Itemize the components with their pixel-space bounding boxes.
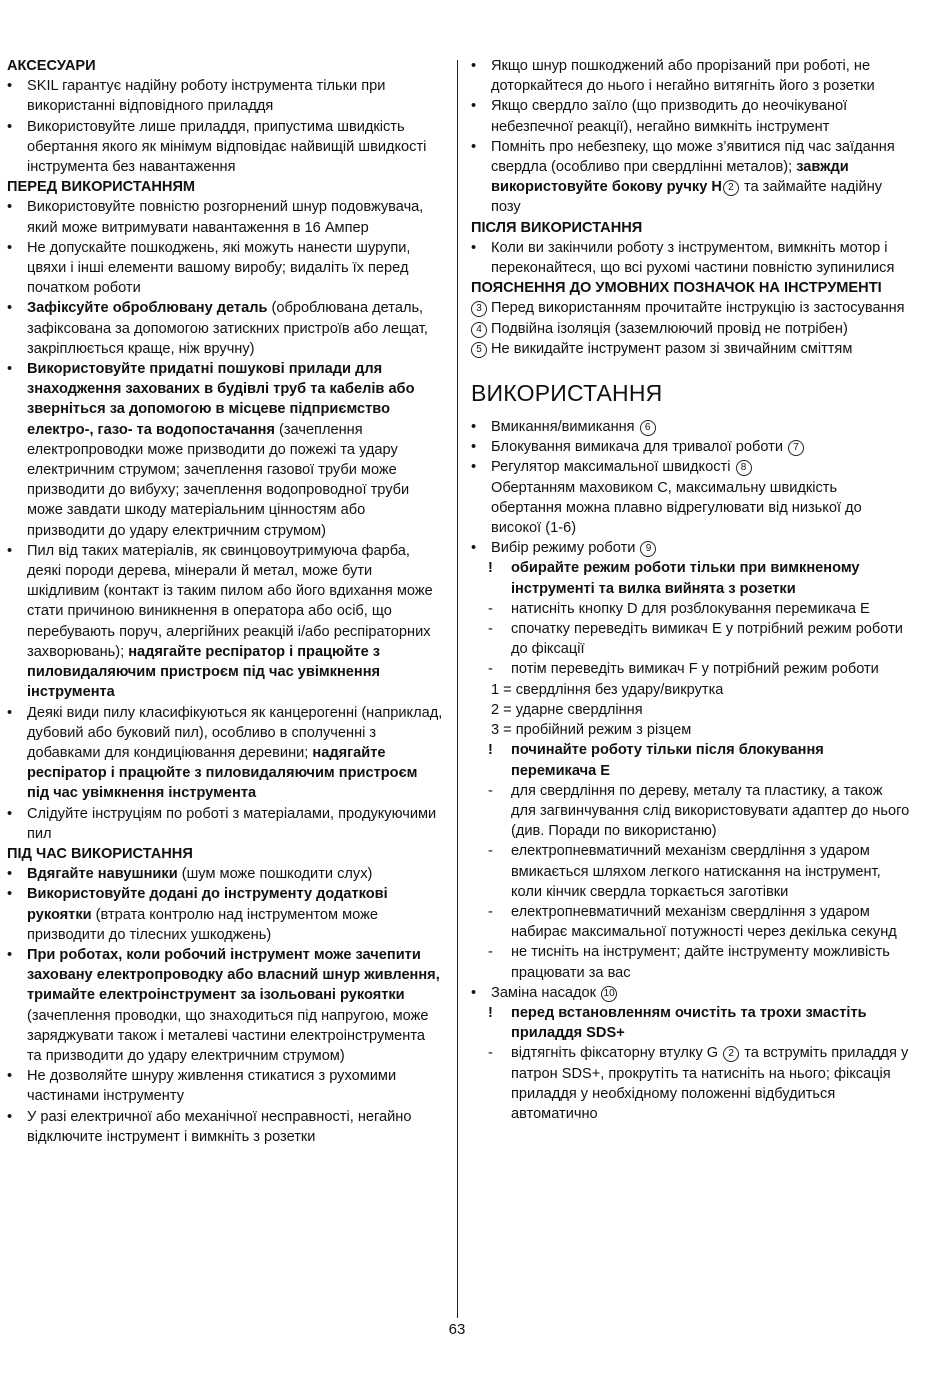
bullet-marker: • — [471, 138, 477, 155]
text-run: починайте роботу тільки після блокування перемикача E — [511, 742, 824, 779]
sub-text — [511, 1043, 911, 1124]
sub-text — [511, 659, 911, 679]
step-item — [471, 902, 911, 942]
bullet-item — [7, 76, 443, 116]
step-item — [471, 781, 911, 842]
bullet-marker: • — [7, 199, 13, 216]
sub-text — [511, 740, 911, 780]
bullet-marker: • — [7, 805, 13, 822]
bullet-item — [7, 298, 443, 359]
bullet-text — [27, 703, 443, 804]
bold-text: Використовуйте додані до інструменту додаткові рукоятки — [27, 886, 388, 923]
bullet-marker: • — [7, 78, 13, 95]
bullet-item — [7, 117, 443, 178]
text-run: Коли ви закінчили роботу з інструментом, вимкніть мотор і переконайтеся, що всі рухомі частини повністю зупинилися — [491, 239, 895, 277]
figure-ref-number: 6 — [640, 420, 656, 436]
bullet-text — [491, 538, 911, 558]
sub-marker: - — [488, 600, 493, 617]
symbol-number: 4 — [471, 322, 487, 338]
bullet-item — [7, 1107, 443, 1147]
warning-item — [471, 740, 911, 780]
text-run: та займайте надійну позу — [491, 179, 883, 216]
bullet-text — [27, 238, 443, 299]
step-item — [471, 841, 911, 902]
bullet-item — [7, 541, 443, 703]
text-run: (втрата контролю над інструментом може призводити до тілесних ушкоджень) — [27, 906, 379, 943]
sub-marker: - — [488, 782, 493, 799]
bullet-text — [27, 197, 443, 237]
step-item — [471, 942, 911, 982]
bullet-text — [27, 1107, 443, 1147]
text-run: (зачеплення електропроводки може призводити до пожежі та удару електричним струмом; зачеплення газової труби може призводити до вибуху; зачеплення водопроводної труби може завдати шкоду матеріальним цінностям або призводити до удару електричним струмом) — [27, 421, 410, 539]
symbol-explanation — [471, 319, 911, 339]
column-divider — [457, 60, 458, 1318]
bullet-text — [27, 359, 443, 541]
bullet-text — [27, 804, 443, 844]
text-run: Подвійна ізоляція (заземлюючий провід не потрібен) — [491, 320, 848, 337]
text-run: Деякі види пилу класифікуються як канцерогенні (наприклад, дубовий або буковий пил), особливо в сполученні з добавками для кондиціювання деревини; — [27, 704, 443, 761]
bullet-marker: • — [7, 542, 13, 559]
figure-ref-number: 8 — [736, 460, 752, 476]
mode-option: 2 = ударне свердління — [491, 701, 643, 718]
bullet-item — [471, 56, 911, 96]
sub-text — [511, 902, 911, 942]
text-run: та вструміть приладдя у патрон SDS+, прокрутіть та натисніть на нього; фіксація приладдя у необхідному положенні відбудиться автоматично — [511, 1045, 909, 1122]
paragraph: Обертанням маховиком C, максимальну швидкість обертання можна плавно відрегулювати від низької до високої (1-6) — [491, 479, 862, 537]
text-run: Якщо шнур пошкоджений або прорізаний при роботі, не доторкайтеся до нього і негайно витягніть його з розетки — [491, 58, 875, 95]
bullet-text — [491, 238, 911, 278]
text-run: Слідуйте інструціям по роботі з матеріалами, продукуючими пил — [27, 805, 437, 842]
bullet-item — [471, 238, 911, 278]
text-run: Перед використанням прочитайте інструкцію із застосування — [491, 300, 905, 317]
section-heading: ПІД ЧАС ВИКОРИСТАННЯ — [7, 845, 193, 862]
bold-text: завжди використовуйте бокову ручку H — [491, 159, 849, 196]
bullet-marker: • — [471, 540, 477, 557]
sub-marker: - — [488, 903, 493, 920]
mode-option: 3 = пробійний режим з різцем — [491, 722, 692, 739]
bullet-marker: • — [7, 1108, 13, 1125]
text-run: (шум може пошкодити слух) — [177, 866, 373, 883]
section-heading: ПІСЛЯ ВИКОРИСТАННЯ — [471, 219, 643, 236]
symbol-number: 5 — [471, 342, 487, 358]
bullet-text — [27, 884, 443, 945]
text-run: Не викидайте інструмент разом зі звичайним сміттям — [491, 340, 853, 357]
bullet-marker: • — [471, 984, 477, 1001]
bold-text: Використовуйте придатні пошукові прилади для знаходження захованих в будівлі труб та кабелів або зверніться за допомогою в місцеве підприємство електро-, газо- та водопостачання — [27, 361, 415, 438]
text-run: обирайте режим роботи тільки при вимкненому інструменті та вилка вийнята з розетки — [511, 560, 860, 597]
sub-marker: - — [488, 621, 493, 638]
text-run: спочатку переведіть вимикач E у потрібний режим роботи до фіксації — [511, 621, 903, 658]
bullet-item — [7, 703, 443, 804]
bullet-item — [7, 864, 443, 884]
bullet-item — [7, 197, 443, 237]
bullet-marker: • — [7, 886, 13, 903]
warning-item — [471, 1003, 911, 1043]
symbol-number: 3 — [471, 301, 487, 317]
text-run: Використовуйте лише приладдя, припустима швидкість обертання якого як мінімум відповідає найвищій швидкості інструмента без навантаження — [27, 118, 427, 176]
text-run: для свердління по дереву, металу та пластику, а також для загвинчування слід використовувати адаптер до нього (див. Поради по використаню) — [511, 782, 910, 840]
symbol-text — [471, 319, 911, 339]
bullet-marker: • — [7, 239, 13, 256]
text-run: Якщо свердло заїло (що призводить до неочікуваної небезпечної реакції), негайно вимкніть інструмент — [491, 98, 848, 135]
bullet-item — [7, 945, 443, 1066]
text-run: Не допускайте пошкоджень, які можуть нанести шурупи, цвяхи і інші елементи вашому виробу; видаліть їх перед початком роботи — [27, 239, 411, 297]
bullet-item — [7, 1066, 443, 1106]
bullet-text — [491, 96, 911, 136]
warning-item — [471, 558, 911, 598]
sub-marker: - — [488, 843, 493, 860]
bullet-item — [471, 983, 911, 1003]
bullet-marker: • — [7, 118, 13, 135]
bullet-text — [27, 76, 443, 116]
bullet-marker: • — [471, 58, 477, 74]
text-run: Використовуйте повністю розгорнений шнур подовжувача, який може витримувати навантаження в 16 Ампер — [27, 199, 424, 236]
bullet-item — [7, 804, 443, 844]
bullet-marker: • — [7, 946, 13, 963]
bullet-item — [7, 359, 443, 541]
sub-text — [511, 599, 911, 619]
bullet-text — [27, 1066, 443, 1106]
step-item — [471, 599, 911, 619]
bullet-marker: • — [7, 361, 13, 378]
bullet-item — [471, 417, 911, 437]
text-run: Заміна насадок — [491, 984, 601, 1001]
sub-marker: ! — [488, 742, 493, 759]
section-heading: АКСЕСУАРИ — [7, 58, 96, 74]
bullet-marker: • — [471, 419, 477, 436]
bullet-text — [27, 298, 443, 359]
sub-marker: ! — [488, 1004, 493, 1021]
sub-text — [511, 942, 911, 982]
bullet-text — [491, 983, 911, 1003]
bullet-marker: • — [7, 704, 13, 721]
left-column — [7, 56, 443, 1147]
text-run: SKIL гарантує надійну роботу інструмента тільки при використанні відповідного приладдя — [27, 78, 386, 115]
text-run: Вибір режиму роботи — [491, 540, 640, 557]
sub-text — [511, 781, 911, 842]
bullet-marker: • — [7, 1068, 13, 1085]
text-run: потім переведіть вимикач F у потрібний режим роботи — [511, 661, 879, 678]
text-run: Регулятор максимальної швидкості — [491, 459, 735, 476]
step-item — [471, 619, 911, 659]
step-item — [471, 659, 911, 679]
bullet-item — [7, 238, 443, 299]
bold-text: надягайте респіратор і працюйте з пиловидаляючим пристроєм під час увімкнення інструмента — [27, 744, 418, 802]
bullet-item — [471, 137, 911, 218]
bold-text: Зафіксуйте оброблювану деталь — [27, 300, 268, 317]
chapter-title: ВИКОРИСТАННЯ — [471, 380, 663, 407]
bullet-item — [471, 437, 911, 457]
text-run: Помніть про небезпеку, що може з’явитися під час заїдання свердла (особливо при свердлінні металов); — [491, 138, 895, 176]
bold-text: Вдягайте навушники — [27, 866, 178, 883]
symbol-text — [471, 298, 911, 318]
sub-text — [511, 1003, 911, 1043]
bullet-text — [27, 541, 443, 703]
sub-marker: - — [488, 944, 493, 961]
bullet-marker: • — [471, 459, 477, 476]
bold-text: При роботах, коли робочий інструмент може зачепити заховану електропроводку або власний шнур живлення, тримайте електроінструмент за ізольовані рукоятки — [27, 946, 440, 1004]
figure-ref-number: 2 — [723, 180, 739, 196]
sub-text — [511, 619, 911, 659]
mode-option: 1 = свердління без удару/викрутка — [491, 681, 724, 698]
figure-ref-number: 10 — [601, 986, 617, 1002]
text-run: У разі електричної або механічної несправності, негайно відключите інструмент і вимкніть з розетки — [27, 1108, 412, 1145]
text-run: (оброблювана деталь, зафіксована за допомогою затискних пристроїв або лещат, закріплюється краще, ніж вручну) — [27, 300, 428, 357]
bullet-item — [7, 884, 443, 945]
bullet-text — [27, 117, 443, 178]
text-run: Не дозволяйте шнуру живлення стикатися з рухомими частинами інструменту — [27, 1068, 397, 1105]
text-run: відтягніть фіксаторну втулку G — [511, 1045, 723, 1062]
bullet-marker: • — [471, 239, 477, 256]
section-heading: ПОЯСНЕННЯ ДО УМОВНИХ ПОЗНАЧОК НА ІНСТРУМЕНТІ — [471, 280, 882, 297]
step-item — [471, 1043, 911, 1124]
bullet-text — [491, 417, 911, 437]
text-run: (зачеплення проводки, що знаходиться під напругою, може заряджувати також і металеві частини електроінструмента та призводити до удару електричним струмом) — [27, 1007, 429, 1064]
figure-ref-number: 9 — [640, 541, 656, 557]
bullet-text — [491, 437, 911, 457]
bullet-text — [27, 945, 443, 1066]
bullet-item — [471, 457, 911, 477]
bullet-text — [491, 56, 911, 96]
sub-text — [511, 558, 911, 598]
right-column — [471, 56, 911, 1124]
page-number: 63 — [448, 1321, 466, 1338]
bullet-marker: • — [7, 866, 13, 883]
sub-text — [511, 841, 911, 902]
text-run: перед встановленням очистіть та трохи змастіть приладдя SDS+ — [511, 1004, 867, 1042]
bullet-marker: • — [471, 439, 477, 456]
text-run: не тисніть на інструмент; дайте інструменту можливість працювати за вас — [511, 944, 890, 981]
figure-ref-number: 2 — [723, 1046, 739, 1062]
sub-marker: - — [488, 661, 493, 678]
text-run: натисніть кнопку D для розблокування перемикача E — [511, 600, 870, 617]
text-run: Вмикання/вимикання — [491, 419, 639, 436]
text-run: Блокування вимикача для тривалої роботи — [491, 439, 788, 456]
bullet-text — [491, 457, 911, 477]
symbol-explanation — [471, 339, 911, 359]
bullet-marker: • — [471, 98, 477, 115]
symbol-explanation — [471, 298, 911, 318]
bullet-item — [471, 96, 911, 136]
bold-text: надягайте респіратор і працюйте з пиловидаляючим пристроєм під час увімкнення інструмента — [27, 643, 381, 701]
bullet-item — [471, 538, 911, 558]
symbol-text — [471, 339, 911, 359]
figure-ref-number: 7 — [788, 440, 804, 456]
text-run: електропневматичний механізм свердління з ударом набирає максимальної потужності через декілька секунд — [511, 903, 897, 941]
sub-marker: ! — [488, 560, 493, 577]
section-heading: ПЕРЕД ВИКОРИСТАННЯМ — [7, 179, 196, 196]
sub-marker: - — [488, 1045, 493, 1062]
bullet-marker: • — [7, 300, 13, 317]
text-run: Пил від таких матеріалів, як свинцовоутримуюча фарба, деякі породи дерева, мінерали й метал, може бути шкідливим (контакт із таким пилом або його вдихання може стати причиною виникнення в оператора або осіб, що перебувають поруч, алергійних реакцій і/або респіраторних захворювань); — [27, 542, 433, 660]
bullet-text — [491, 137, 911, 218]
text-run: електропневматичний механізм свердління з ударом вмикається шляхом легкого натискання на інструмент, коли кінчик свердла торкається заготівки — [511, 843, 881, 900]
bullet-text — [27, 864, 443, 884]
